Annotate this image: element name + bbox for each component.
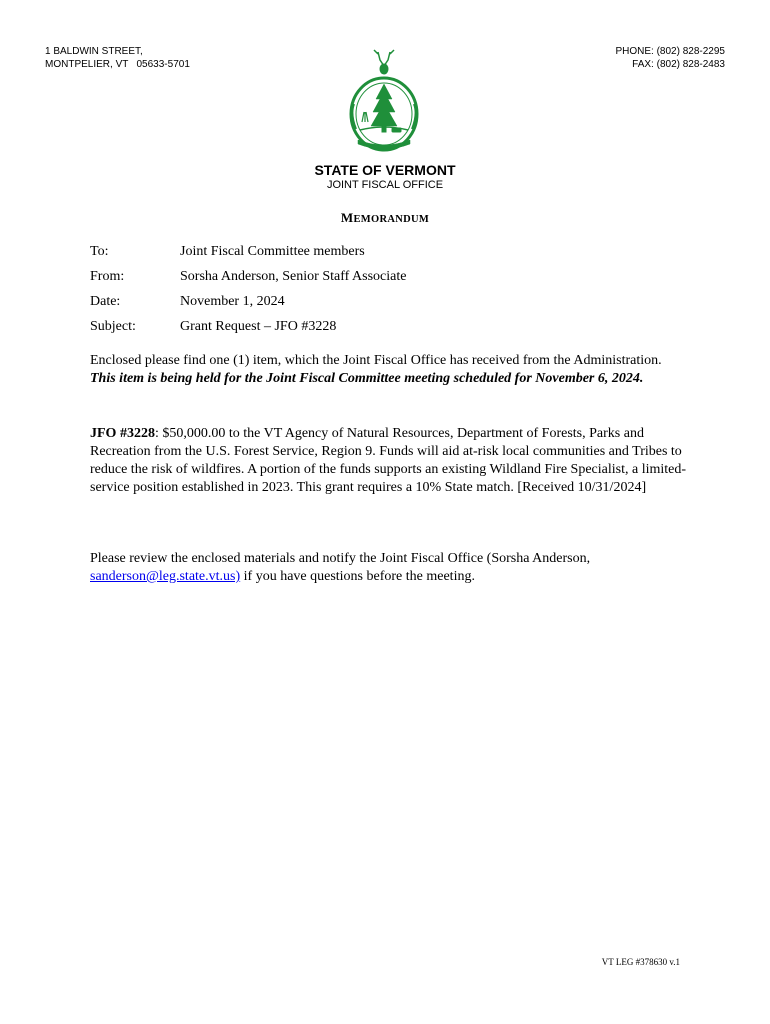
address-line-2: MONTPELIER, VT 05633-5701 bbox=[45, 59, 190, 70]
closing-text-after: if you have questions before the meeting. bbox=[240, 569, 475, 584]
vermont-state-seal-icon bbox=[344, 44, 424, 154]
contact-block bbox=[615, 45, 725, 71]
field-value: November 1, 2024 bbox=[180, 294, 285, 309]
office-title: JOINT FISCAL OFFICE bbox=[326, 179, 444, 191]
field-label: Subject: bbox=[90, 319, 136, 334]
field-from bbox=[90, 268, 406, 293]
grant-description: : $50,000.00 to the VT Agency of Natural Resources, Department of Forests, Parks and Recreation from the U.S. Forest Service, Region 9. Funds will aid at-risk local communities and Tribes to reduce the risk of wildfires. A portion of the funds supports an existing Wildland Fire Specialist, a limited-service position established in 2023. This grant requires a 10% State match. [Received 10/31/2024] bbox=[90, 426, 687, 495]
field-label: From: bbox=[90, 269, 125, 284]
meeting-notice: This item is being held for the Joint Fiscal Committee meeting scheduled for November 6, 2024. bbox=[90, 371, 644, 386]
address-block bbox=[45, 45, 190, 71]
field-to bbox=[90, 243, 406, 268]
state-title: STATE OF VERMONT bbox=[314, 162, 456, 178]
memorandum-heading bbox=[0, 210, 770, 226]
title-block bbox=[0, 162, 770, 192]
field-date bbox=[90, 293, 406, 318]
intro-text: Enclosed please find one (1) item, which the Joint Fiscal Office has received from the Administration. bbox=[90, 353, 662, 368]
grant-id: JFO #3228 bbox=[90, 426, 155, 441]
closing-paragraph bbox=[90, 550, 690, 586]
field-label: To: bbox=[90, 244, 109, 259]
memorandum-heading-initial: M bbox=[340, 210, 354, 225]
field-value: Grant Request – JFO #3228 bbox=[180, 319, 337, 334]
email-link[interactable]: sanderson@leg.state.vt.us) bbox=[90, 569, 241, 584]
field-subject bbox=[90, 318, 406, 343]
intro-paragraph bbox=[90, 352, 690, 388]
field-value: Sorsha Anderson, Senior Staff Associate bbox=[180, 269, 407, 284]
grant-paragraph bbox=[90, 425, 690, 497]
fax-number: FAX: (802) 828-2483 bbox=[632, 59, 725, 70]
memorandum-heading-rest: EMORANDUM bbox=[353, 214, 430, 225]
address-line-1: 1 BALDWIN STREET, bbox=[45, 46, 143, 57]
field-label: Date: bbox=[90, 294, 121, 309]
document-id: VT LEG #378630 v.1 bbox=[601, 957, 680, 967]
phone-number: PHONE: (802) 828-2295 bbox=[615, 46, 725, 57]
field-value: Joint Fiscal Committee members bbox=[180, 244, 365, 259]
memo-fields bbox=[90, 243, 406, 343]
closing-text-before: Please review the enclosed materials and notify the Joint Fiscal Office (Sorsha Anderson, bbox=[90, 551, 591, 566]
